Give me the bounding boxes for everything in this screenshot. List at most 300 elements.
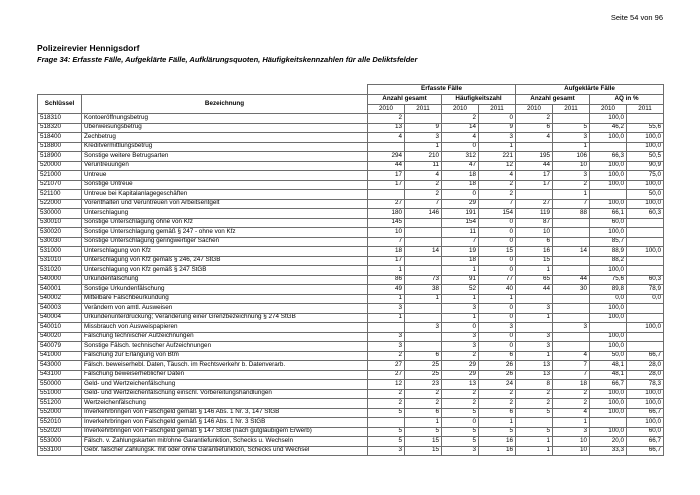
row-value: 19 — [442, 247, 479, 257]
header-year: 2010 — [442, 105, 479, 114]
row-value: 154 — [479, 209, 516, 219]
row-value: 100,0 — [590, 171, 627, 181]
row-value: 26 — [479, 370, 516, 380]
table-row — [38, 323, 664, 333]
table-row — [38, 294, 664, 304]
row-value: 100,0 — [590, 427, 627, 437]
row-value: 65 — [516, 275, 553, 285]
row-bezeichnung: Vorenthalten und Veruntreuen von Arbeitsentgelt — [82, 199, 368, 209]
row-value — [553, 237, 590, 247]
row-value: 312 — [442, 152, 479, 162]
row-value: 2 — [553, 389, 590, 399]
row-value: 106 — [553, 152, 590, 162]
row-value — [405, 114, 442, 124]
row-value: 48,1 — [590, 361, 627, 371]
row-value: 2 — [516, 114, 553, 124]
row-value: 1 — [479, 294, 516, 304]
row-schluessel: 553100 — [38, 446, 82, 456]
row-value: 28,0 — [627, 370, 664, 380]
row-value: 16 — [479, 446, 516, 456]
row-value: 17 — [516, 171, 553, 181]
row-value: 100,0 — [590, 161, 627, 171]
row-value: 15 — [405, 437, 442, 447]
row-bezeichnung: Sonstige Unterschlagung ohne von Kfz — [82, 218, 368, 228]
row-schluessel: 540010 — [38, 323, 82, 333]
row-value — [590, 418, 627, 428]
row-value: 2 — [479, 399, 516, 409]
row-value: 3 — [516, 332, 553, 342]
table-row — [38, 180, 664, 190]
row-value: 0 — [479, 114, 516, 124]
table-row — [38, 342, 664, 352]
row-value: 7 — [479, 199, 516, 209]
table-row — [38, 399, 664, 409]
row-value: 8 — [516, 380, 553, 390]
row-value: 15 — [405, 446, 442, 456]
row-bezeichnung: Geld- und Wertzeichenfälschung einschl. Vorbereitungshandlungen — [82, 389, 368, 399]
row-value: 3 — [479, 133, 516, 143]
header-year: 2010 — [590, 105, 627, 114]
row-value: 88,2 — [590, 256, 627, 266]
row-value: 0 — [479, 332, 516, 342]
row-value: 14 — [442, 123, 479, 133]
row-bezeichnung: Fälschung technischer Aufzeichnungen — [82, 332, 368, 342]
table-row — [38, 285, 664, 295]
row-value — [553, 114, 590, 124]
row-value: 100,0 — [627, 199, 664, 209]
row-schluessel: 540079 — [38, 342, 82, 352]
row-value: 55,6 — [627, 123, 664, 133]
row-value: 100,0 — [627, 399, 664, 409]
row-value — [368, 418, 405, 428]
row-value: 1 — [516, 446, 553, 456]
table-row — [38, 266, 664, 276]
row-bezeichnung: Fälschung beweiserheblicher Daten — [82, 370, 368, 380]
row-value: 89,8 — [590, 285, 627, 295]
table-row — [38, 256, 664, 266]
row-value: 10 — [553, 446, 590, 456]
row-value: 3 — [368, 446, 405, 456]
row-value: 0 — [479, 266, 516, 276]
row-value: 18 — [442, 180, 479, 190]
row-bezeichnung: Urkundenunterdrückung; Veränderung einer Grenzbezeichnung § 274 StGB — [82, 313, 368, 323]
row-value: 29 — [442, 361, 479, 371]
row-value: 2 — [516, 389, 553, 399]
row-value — [627, 332, 664, 342]
row-value: 29 — [442, 199, 479, 209]
row-bezeichnung: Mittelbare Falschbeurkundung — [82, 294, 368, 304]
row-bezeichnung: Zechbetrug — [82, 133, 368, 143]
row-value: 44 — [368, 161, 405, 171]
table-row — [38, 228, 664, 238]
row-schluessel: 551000 — [38, 389, 82, 399]
row-value: 25 — [405, 361, 442, 371]
table-row — [38, 152, 664, 162]
row-value: 9 — [405, 123, 442, 133]
row-schluessel: 540000 — [38, 275, 82, 285]
row-value: 6 — [479, 351, 516, 361]
header-anzahl-gesamt-aufgeklaert: Anzahl gesamt — [516, 95, 590, 105]
row-schluessel: 530000 — [38, 209, 82, 219]
table-row — [38, 142, 664, 152]
row-schluessel: 530030 — [38, 237, 82, 247]
row-value: 11 — [442, 228, 479, 238]
row-schluessel: 540002 — [38, 294, 82, 304]
row-bezeichnung: Unterschlagung von Kfz — [82, 247, 368, 257]
table-row — [38, 218, 664, 228]
row-schluessel: 522000 — [38, 199, 82, 209]
row-value — [627, 266, 664, 276]
row-value: 88,9 — [590, 247, 627, 257]
row-value: 10 — [553, 437, 590, 447]
row-value: 3 — [553, 133, 590, 143]
row-value — [553, 266, 590, 276]
row-value: 4 — [553, 408, 590, 418]
table-row — [38, 408, 664, 418]
row-value: 100,0 — [590, 228, 627, 238]
row-bezeichnung: Sonstige Fälsch. technischer Aufzeichnungen — [82, 342, 368, 352]
row-value: 100,0 — [627, 142, 664, 152]
table-row — [38, 427, 664, 437]
row-value: 18 — [442, 256, 479, 266]
row-value: 0 — [479, 228, 516, 238]
row-value: 3 — [516, 304, 553, 314]
row-value: 49 — [368, 285, 405, 295]
row-value: 154 — [442, 218, 479, 228]
row-value: 1 — [516, 351, 553, 361]
row-value: 1 — [442, 313, 479, 323]
row-value — [368, 190, 405, 200]
row-value: 50,5 — [627, 152, 664, 162]
row-value: 66,7 — [590, 380, 627, 390]
row-value: 3 — [553, 323, 590, 333]
row-value: 1 — [479, 142, 516, 152]
row-value: 100,0 — [590, 304, 627, 314]
row-bezeichnung: Kontoeröffnungsbetrug — [82, 114, 368, 124]
row-value: 17 — [368, 171, 405, 181]
row-value — [405, 228, 442, 238]
row-value — [553, 313, 590, 323]
row-value — [627, 304, 664, 314]
row-value: 4 — [368, 133, 405, 143]
row-value: 85,7 — [590, 237, 627, 247]
row-value: 86 — [368, 275, 405, 285]
row-value: 5 — [368, 437, 405, 447]
header-year: 2011 — [405, 105, 442, 114]
row-value: 3 — [442, 332, 479, 342]
row-value: 27 — [368, 370, 405, 380]
row-value: 100,0 — [590, 114, 627, 124]
row-value — [405, 342, 442, 352]
row-value — [553, 342, 590, 352]
row-value — [405, 332, 442, 342]
row-value — [368, 323, 405, 333]
row-value: 145 — [368, 218, 405, 228]
row-value: 2 — [479, 190, 516, 200]
table-row — [38, 389, 664, 399]
row-value: 100,0 — [627, 133, 664, 143]
header-year: 2010 — [368, 105, 405, 114]
row-value — [516, 142, 553, 152]
row-value: 3 — [442, 446, 479, 456]
row-value: 0 — [479, 256, 516, 266]
row-schluessel: 540001 — [38, 285, 82, 295]
row-value — [553, 332, 590, 342]
table-row — [38, 209, 664, 219]
row-value: 1 — [442, 266, 479, 276]
row-value: 10 — [368, 228, 405, 238]
row-value: 0 — [442, 190, 479, 200]
row-value: 75,6 — [590, 275, 627, 285]
row-bezeichnung: Geld- und Wertzeichenfälschung — [82, 380, 368, 390]
row-value: 7 — [553, 370, 590, 380]
row-value: 6 — [479, 408, 516, 418]
row-value: 294 — [368, 152, 405, 162]
row-value: 3 — [368, 304, 405, 314]
row-value — [368, 142, 405, 152]
row-value: 3 — [442, 304, 479, 314]
row-value: 221 — [479, 152, 516, 162]
row-value: 1 — [479, 418, 516, 428]
table-row — [38, 446, 664, 456]
row-value: 1 — [405, 142, 442, 152]
row-value: 100,0 — [590, 389, 627, 399]
row-value — [553, 228, 590, 238]
row-value — [405, 313, 442, 323]
row-value: 6 — [516, 237, 553, 247]
row-value: 66,7 — [627, 446, 664, 456]
row-value: 13 — [516, 370, 553, 380]
row-value — [553, 256, 590, 266]
row-schluessel: 518800 — [38, 142, 82, 152]
row-value: 77 — [479, 275, 516, 285]
row-value: 90,9 — [627, 161, 664, 171]
table-row — [38, 199, 664, 209]
row-value — [405, 218, 442, 228]
table-row — [38, 332, 664, 342]
header-schluessel: Schlüssel — [38, 95, 82, 114]
row-schluessel: 518310 — [38, 114, 82, 124]
table-row — [38, 437, 664, 447]
row-bezeichnung: Inverkehrbringen von Falschgeld gemäß § 146 Abs. 1 Nr. 3, 147 StGB — [82, 408, 368, 418]
row-value: 50,0 — [590, 351, 627, 361]
row-bezeichnung: Sonstige Unterschlagung gemäß § 247 - ohne von Kfz — [82, 228, 368, 238]
row-value: 60,3 — [627, 275, 664, 285]
row-value — [627, 218, 664, 228]
row-value — [516, 190, 553, 200]
row-schluessel: 543100 — [38, 370, 82, 380]
row-value: 3 — [368, 342, 405, 352]
row-value: 7 — [553, 361, 590, 371]
row-value: 1 — [368, 313, 405, 323]
row-schluessel: 518400 — [38, 133, 82, 143]
row-schluessel: 531000 — [38, 247, 82, 257]
row-value: 2 — [479, 389, 516, 399]
row-value: 11 — [405, 161, 442, 171]
row-value: 25 — [405, 370, 442, 380]
row-schluessel: 552000 — [38, 408, 82, 418]
row-value: 191 — [442, 209, 479, 219]
row-value: 18 — [368, 247, 405, 257]
row-value: 7 — [405, 199, 442, 209]
header-year: 2011 — [553, 105, 590, 114]
row-value: 75,0 — [627, 171, 664, 181]
row-bezeichnung: Fälsch. beweiserhebl. Daten, Täusch. im Rechtsverkehr b. Datenverarb. — [82, 361, 368, 371]
row-value: 0 — [479, 313, 516, 323]
row-value: 2 — [368, 351, 405, 361]
row-value: 1 — [553, 142, 590, 152]
row-value: 210 — [405, 152, 442, 162]
row-value: 47 — [442, 161, 479, 171]
row-value: 27 — [368, 361, 405, 371]
row-value: 12 — [479, 161, 516, 171]
row-value: 100,0 — [590, 313, 627, 323]
row-value: 2 — [405, 190, 442, 200]
row-value: 52 — [442, 285, 479, 295]
row-value: 2 — [553, 180, 590, 190]
row-value: 3 — [368, 332, 405, 342]
row-value — [405, 256, 442, 266]
row-value: 5 — [368, 427, 405, 437]
row-value: 17 — [516, 180, 553, 190]
row-value: 13 — [442, 380, 479, 390]
row-bezeichnung: Unterschlagung von Kfz gemäß § 247 StGB — [82, 266, 368, 276]
row-value: 100,0 — [590, 133, 627, 143]
row-value — [553, 218, 590, 228]
row-value: 66,7 — [627, 408, 664, 418]
row-schluessel: 531020 — [38, 266, 82, 276]
row-schluessel: 531010 — [38, 256, 82, 266]
row-value: 2 — [368, 399, 405, 409]
row-value: 9 — [479, 123, 516, 133]
row-value — [627, 313, 664, 323]
row-value — [627, 228, 664, 238]
row-value: 100,0 — [590, 342, 627, 352]
row-bezeichnung: Missbrauch von Ausweispapieren — [82, 323, 368, 333]
row-value — [627, 256, 664, 266]
row-schluessel: 540004 — [38, 313, 82, 323]
row-value: 1 — [405, 294, 442, 304]
row-value: 27 — [368, 199, 405, 209]
row-value — [405, 266, 442, 276]
row-value: 18 — [553, 380, 590, 390]
row-value: 0 — [479, 218, 516, 228]
row-value: 4 — [405, 171, 442, 181]
row-value: 2 — [368, 114, 405, 124]
table-row — [38, 351, 664, 361]
row-schluessel: 550000 — [38, 380, 82, 390]
row-value: 5 — [553, 123, 590, 133]
row-value: 2 — [405, 389, 442, 399]
row-value: 24 — [479, 380, 516, 390]
row-value: 66,1 — [590, 209, 627, 219]
row-value: 28,0 — [627, 361, 664, 371]
row-value: 66,7 — [627, 351, 664, 361]
row-value: 100,0 — [627, 323, 664, 333]
row-schluessel: 530020 — [38, 228, 82, 238]
row-value: 3 — [405, 133, 442, 143]
crime-statistics-table — [37, 84, 664, 456]
row-schluessel: 543000 — [38, 361, 82, 371]
row-schluessel: 552010 — [38, 418, 82, 428]
row-bezeichnung: Fälschung zur Erlangung von Btm — [82, 351, 368, 361]
report-title: Polizeirevier Hennigsdorf — [37, 43, 140, 53]
row-value: 15 — [479, 247, 516, 257]
row-value: 3 — [405, 323, 442, 333]
header-sub-row — [38, 95, 664, 105]
row-value: 23 — [405, 380, 442, 390]
row-bezeichnung: Urkundenfälschung — [82, 275, 368, 285]
row-value: 6 — [516, 123, 553, 133]
row-value: 16 — [479, 437, 516, 447]
row-value: 30 — [553, 285, 590, 295]
row-value: 4 — [553, 351, 590, 361]
row-value: 60,0 — [627, 427, 664, 437]
table-row — [38, 418, 664, 428]
row-value: 5 — [516, 408, 553, 418]
row-schluessel: 518900 — [38, 152, 82, 162]
report-subtitle: Frage 34: Erfasste Fälle, Aufgeklärte Fälle, Aufklärungsquoten, Häufigkeitskennzahlen für alle Deliktsfelder — [37, 55, 418, 64]
row-value: 2 — [405, 180, 442, 190]
row-value: 50,0 — [627, 190, 664, 200]
row-value: 5 — [442, 427, 479, 437]
row-value: 78,3 — [627, 380, 664, 390]
row-value: 6 — [405, 351, 442, 361]
row-value: 26 — [479, 361, 516, 371]
row-value: 100,0 — [627, 418, 664, 428]
row-value: 12 — [368, 380, 405, 390]
row-schluessel: 540003 — [38, 304, 82, 314]
header-year: 2010 — [516, 105, 553, 114]
row-value: 3 — [479, 323, 516, 333]
row-value: 180 — [368, 209, 405, 219]
row-value: 17 — [368, 256, 405, 266]
row-value: 2 — [442, 399, 479, 409]
table-row — [38, 380, 664, 390]
row-value — [627, 342, 664, 352]
row-value: 5 — [442, 437, 479, 447]
row-schluessel: 552020 — [38, 427, 82, 437]
header-group-row — [38, 85, 664, 95]
row-value: 1 — [516, 437, 553, 447]
row-value: 5 — [442, 408, 479, 418]
row-value — [516, 418, 553, 428]
row-value: 29 — [442, 370, 479, 380]
table-row — [38, 304, 664, 314]
row-schluessel: 541000 — [38, 351, 82, 361]
row-value: 2 — [405, 399, 442, 409]
row-value: 48,1 — [590, 370, 627, 380]
row-value: 27 — [516, 199, 553, 209]
row-bezeichnung: Inverkehrbringen von Falschgeld gemäß § 147 StGB (nach gutgläubigem Erwerb) — [82, 427, 368, 437]
row-value: 7 — [442, 237, 479, 247]
row-value — [405, 237, 442, 247]
row-bezeichnung: Sonstige weitere Betrugsarten — [82, 152, 368, 162]
header-spacer — [38, 85, 368, 95]
row-value: 1 — [368, 294, 405, 304]
row-value: 15 — [516, 256, 553, 266]
row-value: 60,3 — [627, 209, 664, 219]
row-value: 3 — [553, 427, 590, 437]
row-value: 100,0 — [627, 180, 664, 190]
row-value: 7 — [553, 199, 590, 209]
page-number: Seite 54 von 96 — [610, 13, 663, 22]
row-bezeichnung: Wertzeichenfälschung — [82, 399, 368, 409]
row-value: 10 — [516, 228, 553, 238]
row-value: 0 — [479, 304, 516, 314]
table-row — [38, 361, 664, 371]
row-value: 1 — [368, 266, 405, 276]
